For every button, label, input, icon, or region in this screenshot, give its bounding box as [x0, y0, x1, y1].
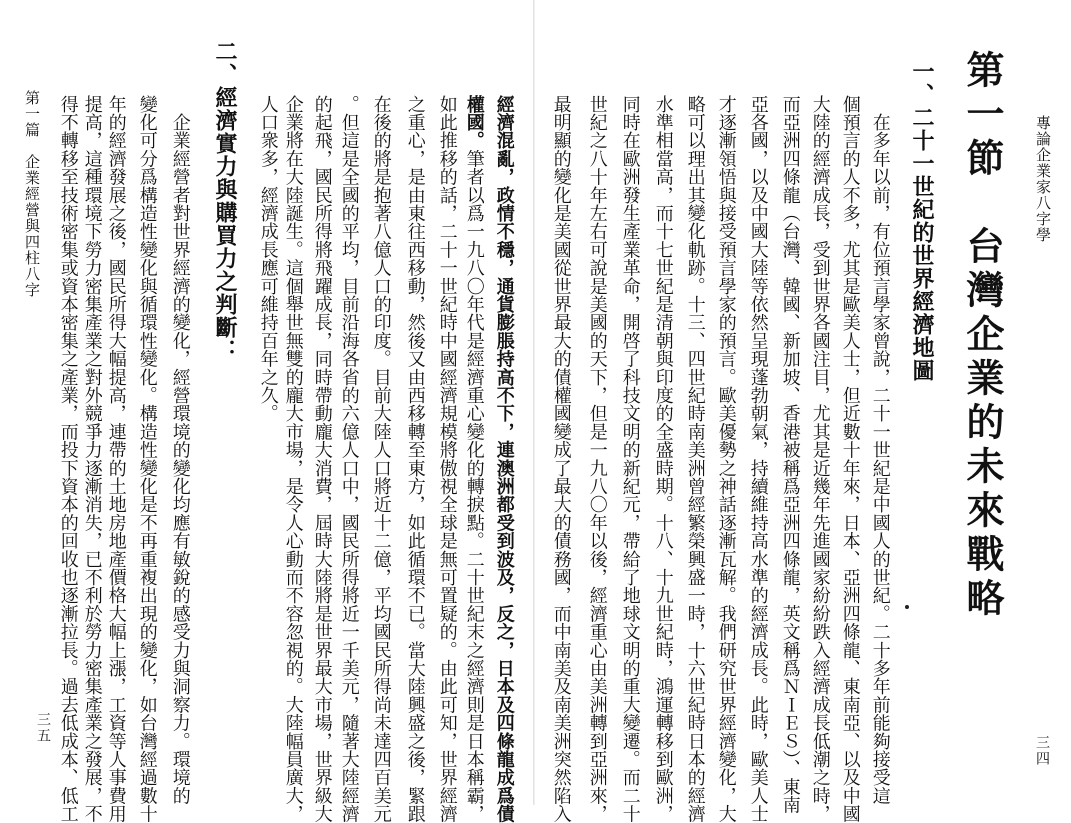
body-column-right-11: 最明顯的變化是美國從世界最大的債權國變成了最大的債務國，而中南美及南美洲突然陷入 [550, 95, 572, 823]
body-column-right-1: 在多年以前，有位預言學家曾說，二十一世紀是中國人的世紀。二十多年前能夠接受這 [869, 95, 891, 805]
body-column-left-8: 企業經營者對世界經濟的變化，經營環境的變化均應有敏銳的感受力與洞察力。環境的 [169, 95, 191, 805]
body-column-left-6: 企業將在大陸誕生。這個舉世無雙的龐大市場，是令人心動而不容忽視的。大陸幅員廣大， [282, 95, 304, 823]
body-column-left-9: 變化可分爲構造性變化與循環性變化。構造性變化是不再重複出現的變化，如台灣經過數十 [136, 95, 158, 823]
body-column-right-7: 略可以理出其變化軌跡。十三、四世紀時南美洲曾經繁榮興盛一時，十六世紀時日本的經濟 [684, 95, 706, 823]
body-column-right-9: 同時在歐洲發生產業革命，開啓了科技文明的新紀元，帶給了地球文明的重大變遷。而二十 [619, 95, 641, 823]
section-heading-economic-strength: 二、經濟實力與購買力之判斷： [212, 40, 238, 362]
body-column-right-6: 才逐漸領悟與接受預言學家的預言。歐美優勢之神話逐漸瓦解。我們研究世界經濟變化，大 [715, 95, 737, 823]
turning-point-text: 筆者以爲一九八〇年代是經濟重心變化的轉捩點。二十世紀末之經濟則是日本稱霸， [463, 149, 485, 823]
emphasis-creditor-nation: 權國。 [463, 95, 485, 150]
body-column-emphasis-turmoil: 經濟混亂，政情不穩，通貨膨脹持高不下，連澳洲都受到波及，反之，日本及四條龍成爲債 [493, 95, 515, 823]
ink-speck [905, 605, 909, 609]
body-column-right-8: 水準相當高，而十七世紀是清朝與印度的全盛時期。十八、十九世紀時，鴻運轉移到歐洲， [652, 95, 674, 823]
body-column-left-11: 提高，這種環境下勞力密集產業之對外競爭力逐漸消失，已不利於勞力密集產業之發展，不 [81, 95, 103, 823]
body-column-right-5: 亞各國，以及中國大陸等依然呈現蓬勃朝氣，持續維持高水準的經濟成長。此時，歐美人士 [747, 95, 769, 823]
body-column-right-3: 大陸的經濟成長，受到世界各國注目，尤其是近幾年先進國家紛紛跌入經濟成長低潮之時， [809, 95, 831, 823]
book-running-head: 專論企業家八字學 [1034, 115, 1052, 243]
body-column-left-7: 人口衆多，經濟成長應可維持百年之久。 [257, 95, 279, 423]
body-column-left-1: 如此推移的話，二十一世紀時中國經濟規模將傲視全球是無可置疑的。由此可知，世界經濟 [436, 95, 458, 823]
body-column-left-4: 。但這是全國的平均，目前沿海各省的六億人口中，國民所得將近一千美元，隨著大陸經濟 [338, 95, 360, 823]
body-column-emphasis-creditor [464, 95, 483, 823]
page-number-right: 三四 [1034, 735, 1050, 767]
section-heading-world-economic-map: 一、二十一世紀的世界經濟地圖 [909, 60, 935, 382]
left-page [0, 0, 535, 823]
body-column-left-3: 在後的將是抱著八億人口的印度。目前大陸人口將近十二億，平均國民所得尚未達四百美元 [370, 95, 392, 823]
page-number-left: 三五 [35, 712, 51, 744]
right-page [535, 0, 1071, 823]
body-column-left-12: 得不轉移至技術密集或資本密集之產業，而投下資本的回收也逐漸拉長。過去低成本、低工 [57, 95, 79, 823]
chapter-title: 第一節 台灣企業的未來戰略 [960, 50, 1005, 622]
book-part-footer: 第一篇 企業經營與四柱八字 [23, 90, 41, 298]
body-column-right-10: 世紀之八十年左右可說是美國的天下，但是一九八〇年以後，經濟重心由美洲轉到亞洲來， [586, 95, 608, 823]
body-column-right-4: 而亞洲四條龍（台灣、韓國、新加坡、香港被稱爲亞洲四條龍，英文稱爲ＮＩＥＳ）、東南 [779, 95, 801, 814]
body-column-right-2: 個預言的人不多，尤其是歐美人士，但近數十年來，日本、亞洲四條龍、東南亞、以及中國 [839, 95, 861, 823]
body-column-left-2: 之重心，是由東往西移動，然後又由西移轉至東方，如此循環不已。當大陸興盛之後，緊跟 [404, 95, 426, 823]
body-column-left-5: 的起飛，國民所得將飛躍成長，同時帶動龐大消費，屆時大陸將是世界最大市場，世界級大 [311, 95, 333, 823]
body-column-left-10: 年的經濟發展之後，國民所得大幅提高，連帶的土地房地產價格大幅上漲，工資等人事費用 [105, 95, 127, 823]
